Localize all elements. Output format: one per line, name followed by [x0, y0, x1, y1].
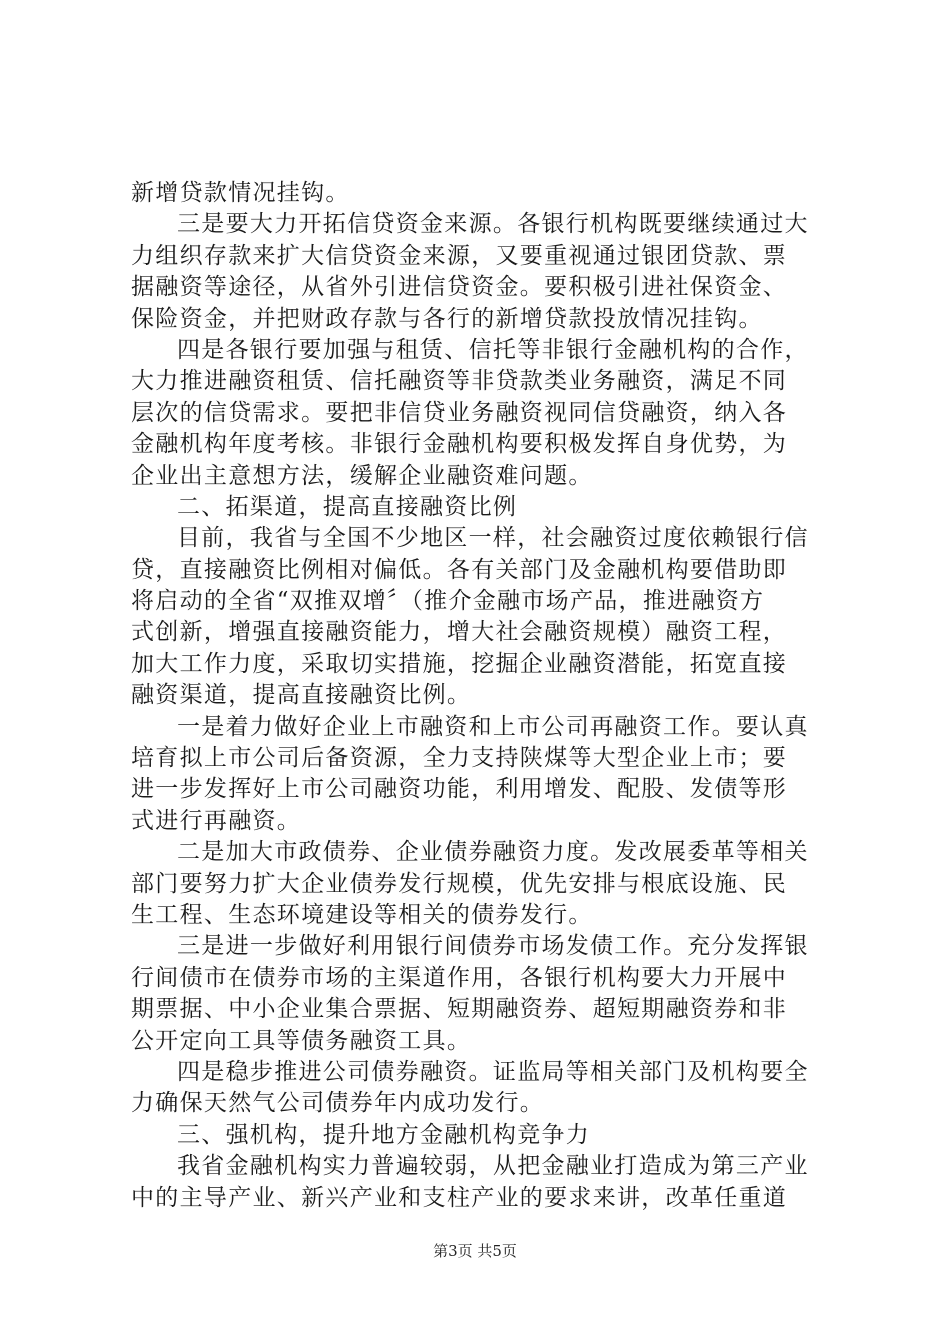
text-line: 三、强机构，提升地方金融机构竞争力	[177, 1121, 591, 1148]
page-footer: 第3页 共5页	[433, 1242, 517, 1260]
text-line: 金融机构年度考核。非银行金融机构要积极发挥自身优势，为	[131, 431, 788, 458]
text-line: 式创新，增强直接融资能力，增大社会融资规模）融资工程，	[131, 619, 788, 646]
text-line: 新增贷款情况挂钩。	[131, 180, 350, 206]
text-line: 生工程、生态环境建设等相关的债券发行。	[131, 901, 593, 928]
document-body	[131, 178, 829, 1214]
text-line: 二、拓渠道，提高直接融资比例	[177, 493, 518, 520]
text-line: 三是进一步做好利用银行间债券市场发债工作。充分发挥银	[177, 933, 809, 960]
text-line: 进一步发挥好上市公司融资功能，利用增发、配股、发债等形	[131, 776, 788, 803]
text-line: 将启动的全省“双推双增〞（推介金融市场产品，推进融资方	[131, 588, 765, 615]
text-line: 贷，直接融资比例相对偏低。各有关部门及金融机构要借助即	[131, 556, 788, 583]
text-line: 式进行再融资。	[131, 807, 302, 834]
text-line: 中的主导产业、新兴产业和支柱产业的要求来讲，改革任重道	[131, 1184, 788, 1211]
text-line: 三是要大力开拓信贷资金来源。各银行机构既要继续通过大	[177, 211, 809, 238]
text-line: 加大工作力度，采取切实措施，挖掘企业融资潜能，拓宽直接	[131, 650, 788, 677]
text-line: 培育拟上市公司后备资源，全力支持陕煤等大型企业上市；要	[131, 745, 788, 772]
text-line: 公开定向工具等债务融资工具。	[131, 1027, 472, 1054]
text-line: 行间债市在债券市场的主渠道作用，各银行机构要大力开展中	[131, 964, 788, 991]
text-line: 大力推进融资租赁、信托融资等非贷款类业务融资，满足不同	[131, 368, 788, 395]
text-line: 力组织存款来扩大信贷资金来源，又要重视通过银团贷款、票	[131, 242, 788, 269]
text-line: 目前，我省与全国不少地区一样，社会融资过度依赖银行信	[177, 525, 809, 552]
text-line: 层次的信贷需求。要把非信贷业务融资视同信贷融资，纳入各	[131, 399, 788, 426]
text-line: 部门要努力扩大企业债券发行规模，优先安排与根底设施、民	[131, 870, 788, 897]
text-line: 一是着力做好企业上市融资和上市公司再融资工作。要认真	[177, 713, 809, 740]
text-line: 据融资等途径，从省外引进信贷资金。要积极引进社保资金、	[131, 274, 788, 301]
text-line: 力确保天然气公司债券年内成功发行。	[131, 1090, 545, 1117]
text-line: 期票据、中小企业集合票据、短期融资券、超短期融资券和非	[131, 996, 788, 1023]
text-line: 企业出主意想方法，缓解企业融资难问题。	[131, 462, 593, 489]
text-line: 保险资金，并把财政存款与各行的新增贷款投放情况挂钩。	[131, 305, 763, 332]
text-line: 我省金融机构实力普遍较弱，从把金融业打造成为第三产业	[177, 1153, 809, 1180]
text-line: 四是各银行要加强与租赁、信托等非银行金融机构的合作，	[177, 336, 809, 363]
text-line: 四是稳步推进公司债券融资。证监局等相关部门及机构要全	[177, 1058, 809, 1085]
text-line: 二是加大市政债券、企业债券融资力度。发改展委革等相关	[177, 839, 809, 866]
text-line: 融资渠道，提高直接融资比例。	[131, 682, 472, 709]
